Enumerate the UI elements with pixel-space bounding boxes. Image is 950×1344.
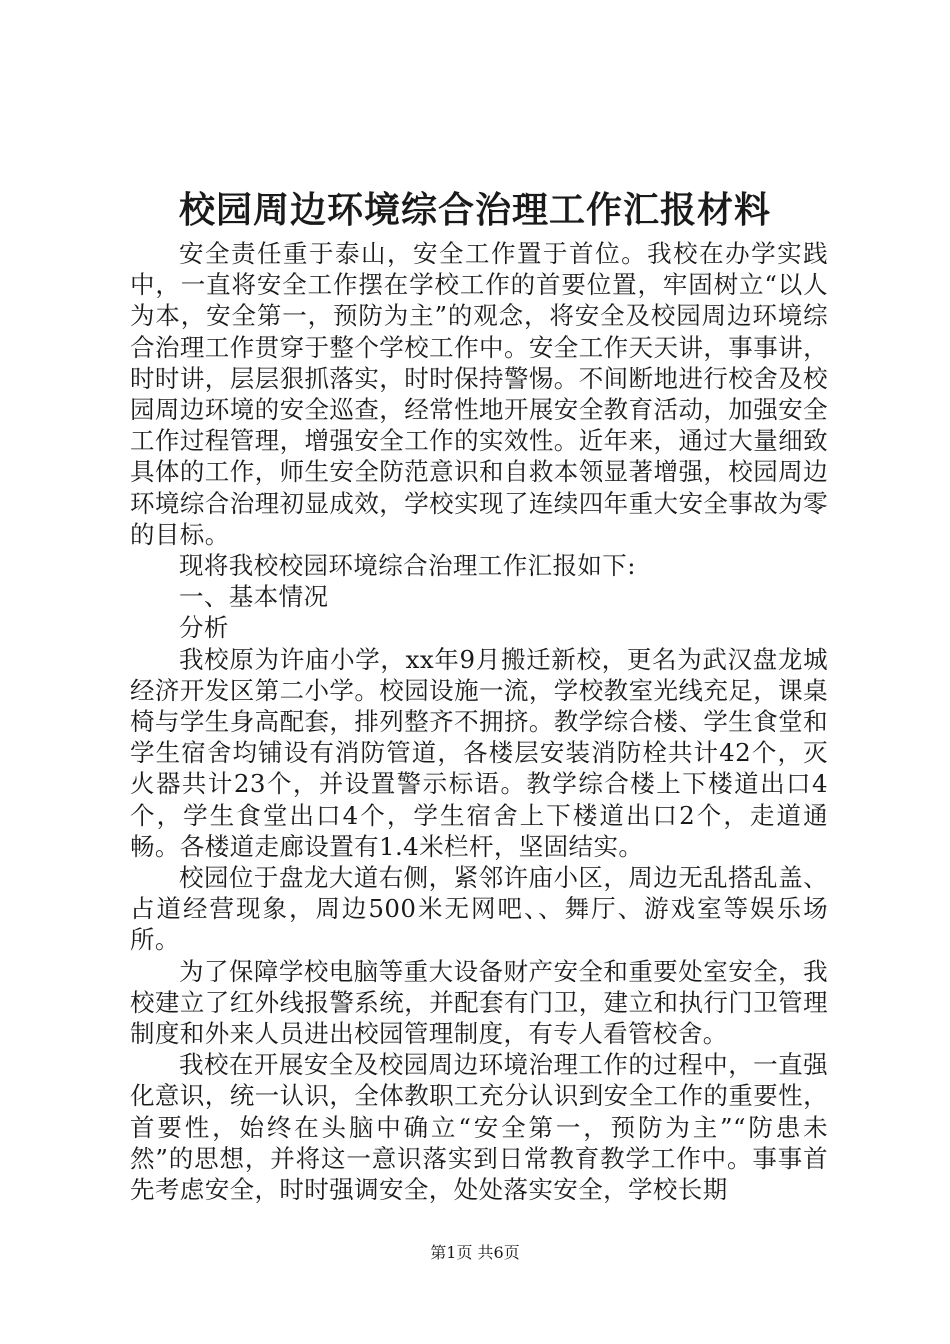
section-subheading-analysis: 分析 <box>179 613 229 643</box>
paragraph-safety-awareness: 我校在开展安全及校园周边环境治理工作的过程中，一直强化意识，统一认识，全体教职工充分认识到安全工作的重要性，首要性，始终在头脑中确立“安全第一，预防为主”“防患未然”的思想，并将这一意识落实到日常教育教学工作中。事事首先考虑安全，时时强调安全，处处落实安全，学校长期 <box>130 1050 828 1205</box>
paragraph-alarm-system: 为了保障学校电脑等重大设备财产安全和重要处室安全，我校建立了红外线报警系统，并配套有门卫，建立和执行门卫管理制度和外来人员进出校园管理制度，有专人看管校舍。 <box>130 956 828 1049</box>
section-heading-basic: 一、基本情况 <box>179 582 329 612</box>
document-body <box>130 238 828 1205</box>
document-title: 校园周边环境综合治理工作汇报材料 <box>178 189 771 231</box>
paragraph-campus-location: 校园位于盘龙大道右侧，紧邻许庙小区，周边无乱搭乱盖、占道经营现象，周边500米无网吧、、舞厅、游戏室等娱乐场所。 <box>130 863 828 955</box>
page-number-footer: 第1页 共6页 <box>430 1243 520 1262</box>
paragraph-report-lead: 现将我校校园环境综合治理工作汇报如下: <box>179 551 636 581</box>
paragraph-intro: 安全责任重于泰山，安全工作置于首位。我校在办学实践中，一直将安全工作摆在学校工作的首要位置，牢固树立“以人为本，安全第一，预防为主”的观念，将安全及校园周边环境综合治理工作贯穿于整个学校工作中。安全工作天天讲，事事讲，时时讲，层层狠抓落实，时时保持警惕。不间断地进行校舍及校园周边环境的安全巡查，经常性地开展安全教育活动，加强安全工作过程管理，增强安全工作的实效性。近年来，通过大量细致具体的工作，师生安全防范意识和自救本领显著增强，校园周边环境综合治理初显成效，学校实现了连续四年重大安全事故为零的目标。 <box>130 239 828 549</box>
paragraph-school-facilities: 我校原为许庙小学，xx年9月搬迁新校，更名为武汉盘龙城经济开发区第二小学。校园设施一流，学校教室光线充足，课桌椅与学生身高配套，排列整齐不拥挤。教学综合楼、学生食堂和学生宿舍均铺设有消防管道，各楼层安装消防栓共计42个，灭火器共计23个，并设置警示标语。教学综合楼上下楼道出口4个，学生食堂出口4个，学生宿舍上下楼道出口2个，走道通畅。各楼道走廊设置有1.4米栏杆，坚固结实。 <box>130 644 828 861</box>
